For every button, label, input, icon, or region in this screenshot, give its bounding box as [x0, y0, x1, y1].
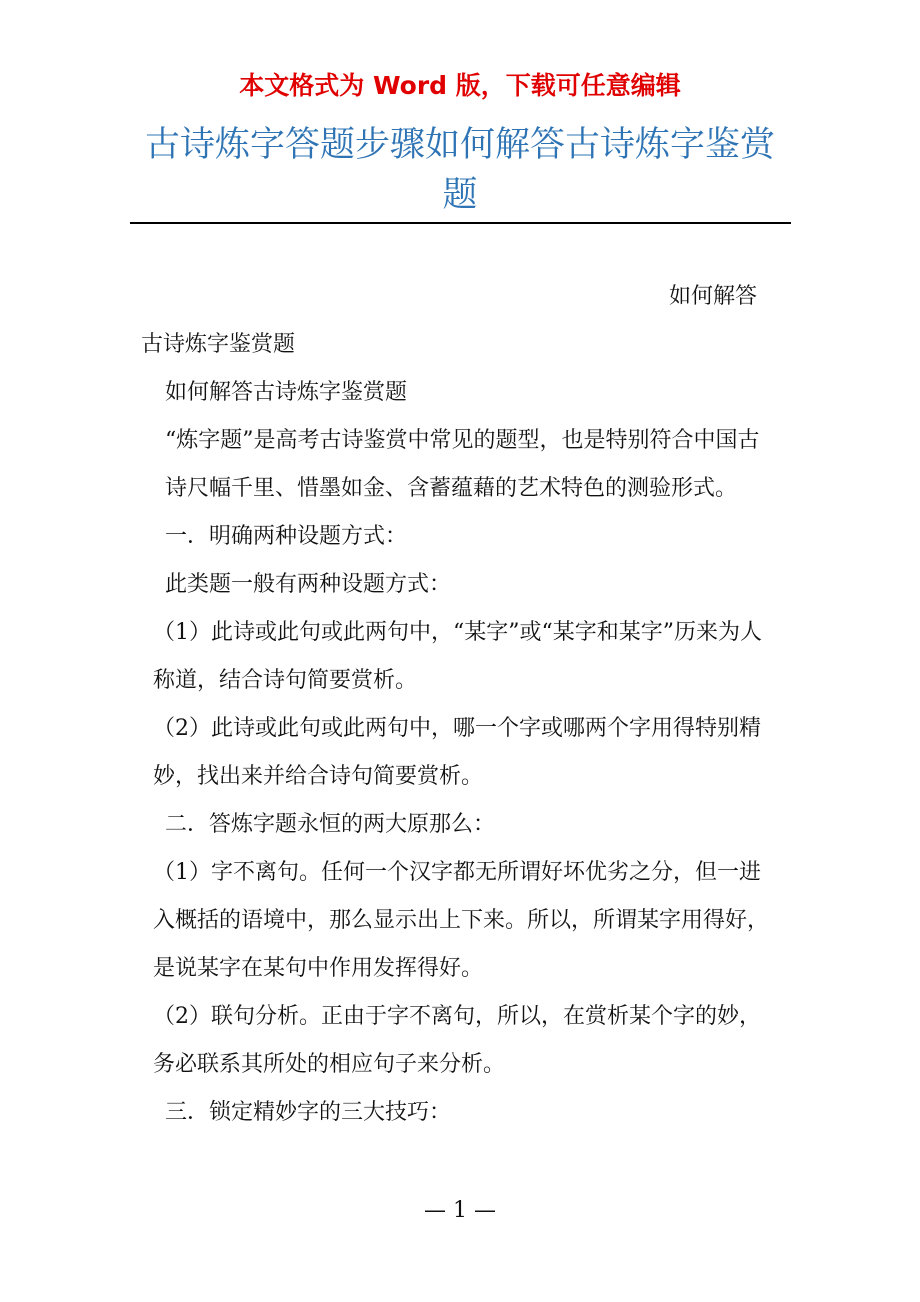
page-number: — 1 — — [424, 1198, 496, 1223]
list-item-type-2: （2）此诗或此句或此两句中，哪一个字或哪两个字用得特别精妙，找出来并给合诗句简要赏析。 — [153, 716, 761, 789]
title-divider — [130, 222, 791, 224]
format-banner: 本文格式为 Word 版，下载可任意编辑 — [239, 71, 681, 100]
list-item-type-1: （1）此诗或此句或此两句中，“某字”或“某字和某字”历来为人称道，结合诗句简要赏析。 — [153, 620, 762, 693]
paragraph-question-types: 此类题一般有两种设题方式： — [165, 572, 452, 597]
section-heading-2: 二．答炼字题永恒的两大原那么： — [165, 812, 496, 837]
section-heading-1: 一．明确两种设题方式： — [165, 524, 408, 549]
list-item-principle-2: （2）联句分析。正由于字不离句，所以，在赏析某个字的妙，务必联系其所处的相应句子来分析。 — [153, 1004, 761, 1077]
list-item-principle-1: （1）字不离句。任何一个汉字都无所谓好坏优劣之分，但一进入概括的语境中，那么显示出上下来。所以，所谓某字用得好，是说某字在某句中作用发挥得好。 — [153, 860, 770, 981]
paragraph-intro-part2: 古诗炼字鉴赏题 — [141, 332, 296, 357]
document-title: 古诗炼字答题步骤如何解答古诗炼字鉴赏题 — [144, 125, 775, 215]
section-heading-3: 三．锁定精妙字的三大技巧： — [165, 1100, 452, 1125]
paragraph-heading: 如何解答古诗炼字鉴赏题 — [165, 380, 408, 405]
document-body — [141, 273, 771, 1137]
paragraph-intro-part1: 如何解答 — [668, 284, 757, 309]
paragraph-overview: “炼字题”是高考古诗鉴赏中常见的题型，也是特别符合中国古诗尺幅千里、惜墨如金、含蓄蕴藉的艺术特色的测验形式。 — [165, 428, 760, 501]
